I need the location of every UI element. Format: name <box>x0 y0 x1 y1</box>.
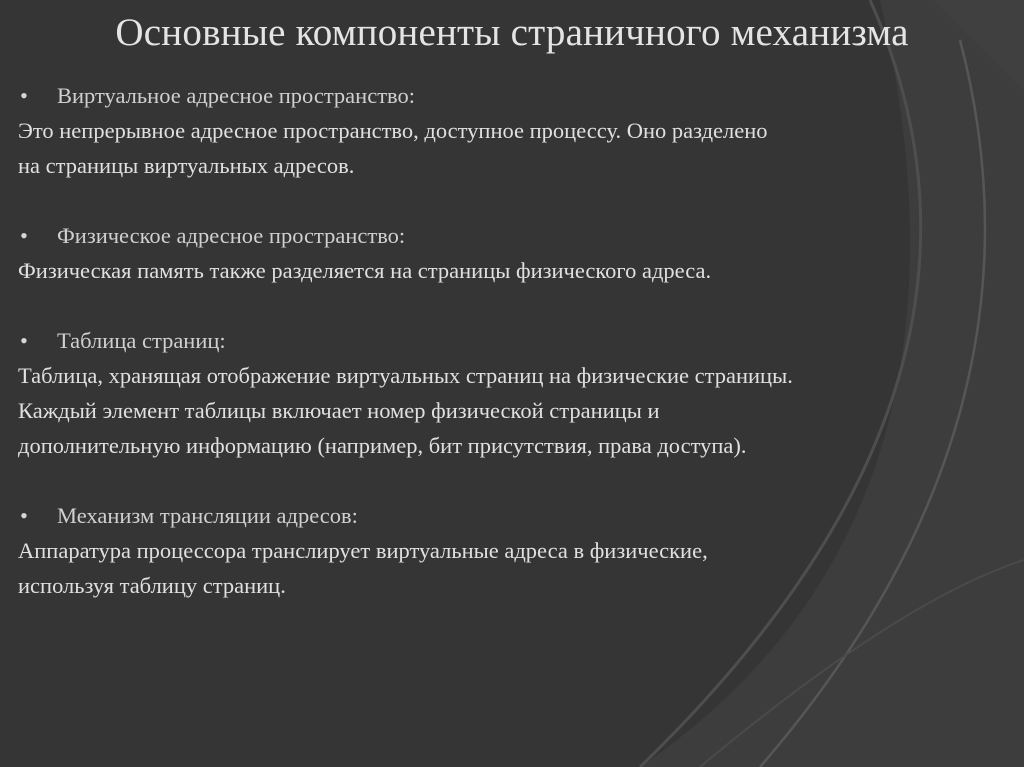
bullet-icon: • <box>20 503 28 528</box>
section-physical-address-space <box>18 218 1018 288</box>
slide-content <box>18 78 1018 638</box>
section-text-line: Таблица, хранящая отображение виртуальных страниц на физические страницы. <box>18 363 793 388</box>
section-heading: Виртуальное адресное пространство: <box>57 83 416 108</box>
slide-title: Основные компоненты страничного механизма <box>115 11 909 54</box>
section-text-line: используя таблицу страниц. <box>18 573 286 598</box>
bullet-line <box>18 78 1018 113</box>
section-text-line: Каждый элемент таблицы включает номер физической страницы и <box>18 398 660 423</box>
bullet-line <box>18 498 1018 533</box>
bullet-icon: • <box>20 328 28 353</box>
section-text-line: Физическая память также разделяется на страницы физического адреса. <box>18 258 712 283</box>
section-heading: Таблица страниц: <box>57 328 226 353</box>
section-page-table <box>18 323 1018 463</box>
section-text-line: Это непрерывное адресное пространство, доступное процессу. Оно разделено <box>18 118 768 143</box>
section-heading: Физическое адресное пространство: <box>57 223 406 248</box>
section-text-line: дополнительную информацию (например, бит присутствия, права доступа). <box>18 433 747 458</box>
section-address-translation <box>18 498 1018 603</box>
bullet-icon: • <box>20 223 28 248</box>
bullet-line <box>18 218 1018 253</box>
section-heading: Механизм трансляции адресов: <box>57 503 358 528</box>
bullet-icon: • <box>20 83 28 108</box>
section-text-line: на страницы виртуальных адресов. <box>18 153 355 178</box>
bullet-line <box>18 323 1018 358</box>
section-virtual-address-space <box>18 78 1018 183</box>
section-text-line: Аппаратура процессора транслирует виртуальные адреса в физические, <box>18 538 708 563</box>
